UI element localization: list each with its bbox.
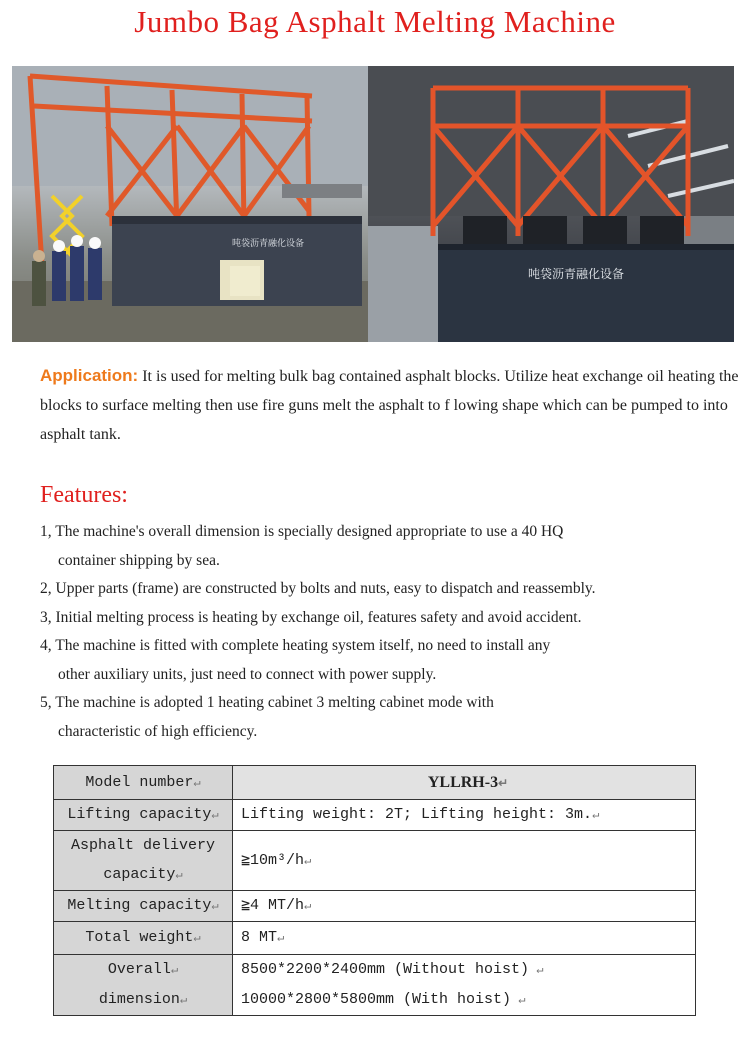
application-label: Application:	[40, 366, 139, 385]
container-sign: 吨袋沥青融化设备	[528, 267, 625, 281]
spec-table	[53, 765, 696, 1016]
spec-label: Melting capacity↵	[54, 891, 233, 922]
indoor-scene-illustration	[368, 66, 734, 342]
application-text: It is used for melting bulk bag contained asphalt blocks. Utilize heat exchange oil heating the blocks to surface melting then use fire guns melt the asphalt to f lowing shape which can be pumped to into asphalt tank.	[40, 368, 739, 443]
table-row	[54, 766, 696, 800]
spec-value: ≧10m³/h↵	[233, 831, 696, 891]
table-row	[54, 800, 696, 831]
feature-item: 3, Initial melting process is heating by exchange oil, features safety and avoid accident.	[40, 608, 582, 626]
feature-item: 4, The machine is fitted with complete heating system itself, no need to install any other auxiliary units, just need to connect with power supply.	[40, 637, 551, 683]
table-row	[54, 955, 696, 1016]
table-row	[54, 831, 696, 891]
machine-photo-outdoor	[12, 66, 368, 342]
table-row	[54, 891, 696, 922]
feature-item: 5, The machine is adopted 1 heating cabinet 3 melting cabinet mode with characteristic of high efficiency.	[40, 694, 494, 740]
feature-item: 2, Upper parts (frame) are constructed by bolts and nuts, easy to dispatch and reassembly.	[40, 580, 596, 597]
spec-value: Lifting weight: 2T; Lifting height: 3m.↵	[233, 800, 696, 831]
application-paragraph	[40, 361, 745, 449]
spec-value: ≧4 MT/h↵	[233, 891, 696, 922]
spec-label: Total weight↵	[54, 922, 233, 955]
machine-photo-indoor	[368, 66, 734, 342]
spec-label: Overall↵ dimension↵	[54, 955, 233, 1016]
spec-label: Asphalt delivery capacity↵	[54, 831, 233, 891]
features-list	[40, 518, 740, 746]
feature-item: 1, The machine's overall dimension is specially designed appropriate to use a 40 HQ container shipping by sea.	[40, 523, 564, 569]
spec-value: 8 MT↵	[233, 922, 696, 955]
spec-label: Model number↵	[54, 766, 233, 800]
outdoor-scene-illustration	[12, 66, 368, 342]
features-heading: Features:	[40, 482, 128, 508]
spec-label: Lifting capacity↵	[54, 800, 233, 831]
spec-value: YLLRH-3↵	[233, 766, 696, 800]
spec-value: 8500*2200*2400mm (Without hoist) ↵ 10000*2800*5800mm (With hoist) ↵	[233, 955, 696, 1016]
table-row	[54, 922, 696, 955]
container-sign: 吨袋沥青融化设备	[232, 239, 305, 249]
page-title: Jumbo Bag Asphalt Melting Machine	[134, 4, 616, 39]
